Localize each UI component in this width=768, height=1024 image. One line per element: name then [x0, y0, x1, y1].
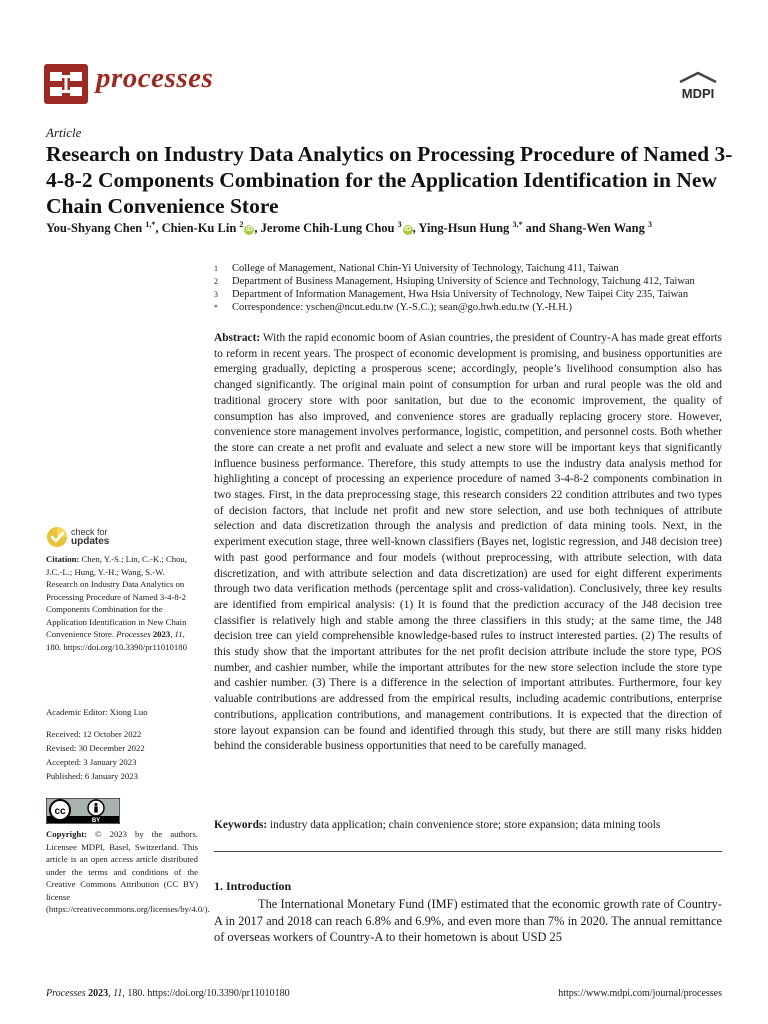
- affiliation-number: 1: [214, 264, 218, 273]
- processes-logo-icon: [44, 64, 88, 104]
- author-affiliation-mark: 1,*: [145, 220, 156, 229]
- author-affiliation-mark: 2: [239, 220, 244, 229]
- citation-volume: 11: [174, 629, 183, 639]
- svg-text:cc: cc: [54, 806, 66, 817]
- publication-dates: [46, 728, 198, 784]
- published-date: Published: 6 January 2023: [46, 771, 138, 781]
- journal-header: [44, 56, 724, 108]
- copyright-label: Copyright:: [46, 829, 88, 839]
- check-updates-line1: check for: [71, 527, 108, 537]
- keywords: [214, 819, 722, 831]
- article-type: Article: [46, 125, 82, 140]
- author-affiliation-mark: 3: [647, 220, 652, 229]
- author-name[interactable]: You-Shyang Chen: [46, 221, 143, 236]
- citation: Citation: Chen, Y.-S.; Lin, C.-K.; Chou, J.C.-L.; Hung, Y.-H.; Wang, S.-W. Research on Industry Data Analytics on Processing Procedure of Named 3-4-8-2 Components Combination for the Application Identification in New Chain Convenience Store. Processes 2023, 11, 180. https://doi.org/10.3390/pr11010180: [46, 554, 187, 652]
- journal-name: processes: [96, 62, 214, 94]
- author-conjunction: and: [525, 221, 546, 236]
- author-affiliation-mark: 3: [397, 220, 402, 229]
- affiliation-number: 3: [214, 290, 218, 299]
- check-updates-icon: [46, 526, 68, 548]
- affiliation-number: *: [214, 303, 218, 312]
- keywords-text: industry data application; chain convenience store; store expansion; data mining tools: [270, 819, 661, 831]
- author-list: You-Shyang Chen $^{1,*}$, Chien-Ku Lin $^2$iD , Jerome Chih-Lung Chou $^3$iD , Ying-Hsun Hung $^{3,*}$ and Shang-Wen Wang $^3$: [46, 220, 652, 236]
- intro-paragraph: The International Monetary Fund (IMF) estimated that the economic growth rate of Country-A in 2017 and 2018 can reach 6.8% and 6.9%, and even more than 7% in 2020. The annual remittance of overseas workers of Country-A to their hometown is about USD 25: [214, 897, 722, 944]
- section-heading: 1. Introduction: [214, 879, 292, 893]
- abstract-label: Abstract:: [214, 332, 261, 344]
- footer-doi[interactable]: , 180. https://doi.org/10.3390/pr11010180: [122, 988, 290, 999]
- footer-volume: 11: [113, 988, 123, 999]
- publisher-name: MDPI: [681, 86, 715, 101]
- citation-doi[interactable]: , 180. https://doi.org/10.3390/pr11010180: [46, 629, 187, 652]
- citation-journal: Processes: [116, 629, 151, 639]
- abstract-text: With the rapid economic boom of Asian countries, the president of Country-A has made great efforts to reform in recent years. The prospect of economic development is promising, and business opportunities are emerging gradually, depicting a prosperous scene; accordingly, people’s livelihood consumption also has changed significantly. The original main point of consumption for urban and rural people was the old and traditional grocery store with poor sanitation, but due to the economic improvement, the quality of consumption has also improved, and convenience stores are gradually replacing grocery store. However, convenience store management involves performance, logistic, competition, and personnel costs. Both whether the store can create a net profit and evaluate and select a new store will be important keys that significantly influence business performance. Therefore, this study attempts to use the industry data analysis method for highlighting a concept of processing an experience procedure of named 3-4-8-2 components combination in two stages. First, in the data preprocessing stage, this research considers 22 condition attributes and two types of decision factors, that include net profit and new store selection, and use both techniques of attribute selection and data discretization through the analysis and prediction of data mining tools. Next, in the experiment execution stage, three well-known classifiers (Bayes net, logistic regression, and J48 decision tree) with past good performance and four models (without preprocessing, with attribute selection, with data discretization, and with attribute selection and data discretization) are used for eight different experiments through two data verification methods (percentage split and cross-validation). Conclusively, three key results are identified from empirical analysis: (1) It is found that the prediction accuracy of the J48 decision tree classifier is relatively high and stable among the three classifiers in this study; at the same time, the J48 decision tree can yield comprehensible knowledge-based rules to instruct interested parties. (2) The results of this study show that the important attributes for the net profit decision attribute include the store type, POS number, and cashier number, while the important attributes for the new store selection include the store type and cashier number. (3) There is a difference in the selection of important attributes. Furthermore, four key valuable contributions are addressed from the empirical results, including academic contributions, enterprise contributions, application contributions, and management contributions. It is expected that the direction of store layout expansion can be found and identified through this study, but there are still many risks hidden behind the considerable business opportunities that need to be carefully managed.: [214, 332, 722, 753]
- check-for-updates-button[interactable]: [46, 526, 156, 550]
- correspondence-text[interactable]: Correspondence: yschen@ncut.edu.tw (Y.-S.C.); sean@go.hwh.edu.tw (Y.-H.H.): [232, 302, 573, 313]
- footer-citation: Processes 2023, 11, 180. https://doi.org/10.3390/pr11010180: [46, 988, 290, 999]
- footer-journal-url[interactable]: https://www.mdpi.com/journal/processes: [558, 988, 722, 999]
- section-divider: [214, 851, 722, 852]
- footer-journal: Processes: [46, 988, 86, 999]
- citation-label: Citation:: [46, 554, 80, 564]
- copyright-notice: [46, 828, 210, 916]
- author-affiliation-mark: 3,*: [512, 220, 523, 229]
- accepted-date: Accepted: 3 January 2023: [46, 757, 137, 767]
- cc-by-license-icon[interactable]: [46, 798, 120, 824]
- affiliation-text: Department of Information Management, Hwa Hsia University of Technology, New Taipei City 235, Taiwan: [232, 289, 689, 300]
- revised-date: Revised: 30 December 2022: [46, 743, 145, 753]
- citation-year: 2023: [152, 629, 171, 639]
- author-name[interactable]: Jerome Chih-Lung Chou: [260, 221, 395, 236]
- affiliation-number: 2: [214, 277, 218, 286]
- affiliations: [214, 262, 734, 314]
- keywords-label: Keywords:: [214, 819, 268, 831]
- received-date: Received: 12 October 2022: [46, 729, 142, 739]
- academic-editor: Academic Editor: Xiong Luo: [46, 707, 148, 717]
- author-name[interactable]: Shang-Wen Wang: [548, 221, 645, 236]
- affiliation-text: College of Management, National Chin-Yi University of Technology, Taichung 411, Taiwan: [232, 263, 619, 274]
- author-name[interactable]: Chien-Ku Lin: [161, 221, 237, 236]
- affiliation-text: Department of Business Management, Hsiuping University of Science and Technology, Taichung 412, Taiwan: [232, 276, 695, 287]
- copyright-text: © 2023 by the authors. Licensee MDPI, Basel, Switzerland. This article is an open access article distributed under the terms and conditions of the Creative Commons Attribution (CC BY) license (https://creativecommons.org/licenses/by/4.0/).: [46, 829, 210, 914]
- correspondence: [214, 301, 734, 314]
- affiliation-item: [214, 275, 734, 288]
- orcid-icon[interactable]: iD: [245, 226, 253, 234]
- affiliation-item: [214, 288, 734, 301]
- check-updates-line2: updates: [71, 536, 110, 547]
- author-name[interactable]: Ying-Hsun Hung: [418, 221, 510, 236]
- footer-year: 2023: [88, 988, 109, 999]
- orcid-icon[interactable]: iD: [404, 226, 412, 234]
- citation-text: Chen, Y.-S.; Lin, C.-K.; Chou, J.C.-L.; Hung, Y.-H.; Wang, S.-W. Research on Industry Data Analytics on Processing Procedure of Named 3-4-8-2 Components Combination for the Application Identification in New Chain Convenience Store.: [46, 554, 187, 639]
- abstract: [214, 331, 722, 755]
- cc-label: BY: [91, 818, 101, 824]
- mdpi-logo-icon: [672, 70, 724, 104]
- article-title: Research on Industry Data Analytics on Processing Procedure of Named 3-4-8-2 Components Combination for the Application Identification in New Chain Convenience Store: [46, 142, 733, 218]
- affiliation-item: [214, 262, 734, 275]
